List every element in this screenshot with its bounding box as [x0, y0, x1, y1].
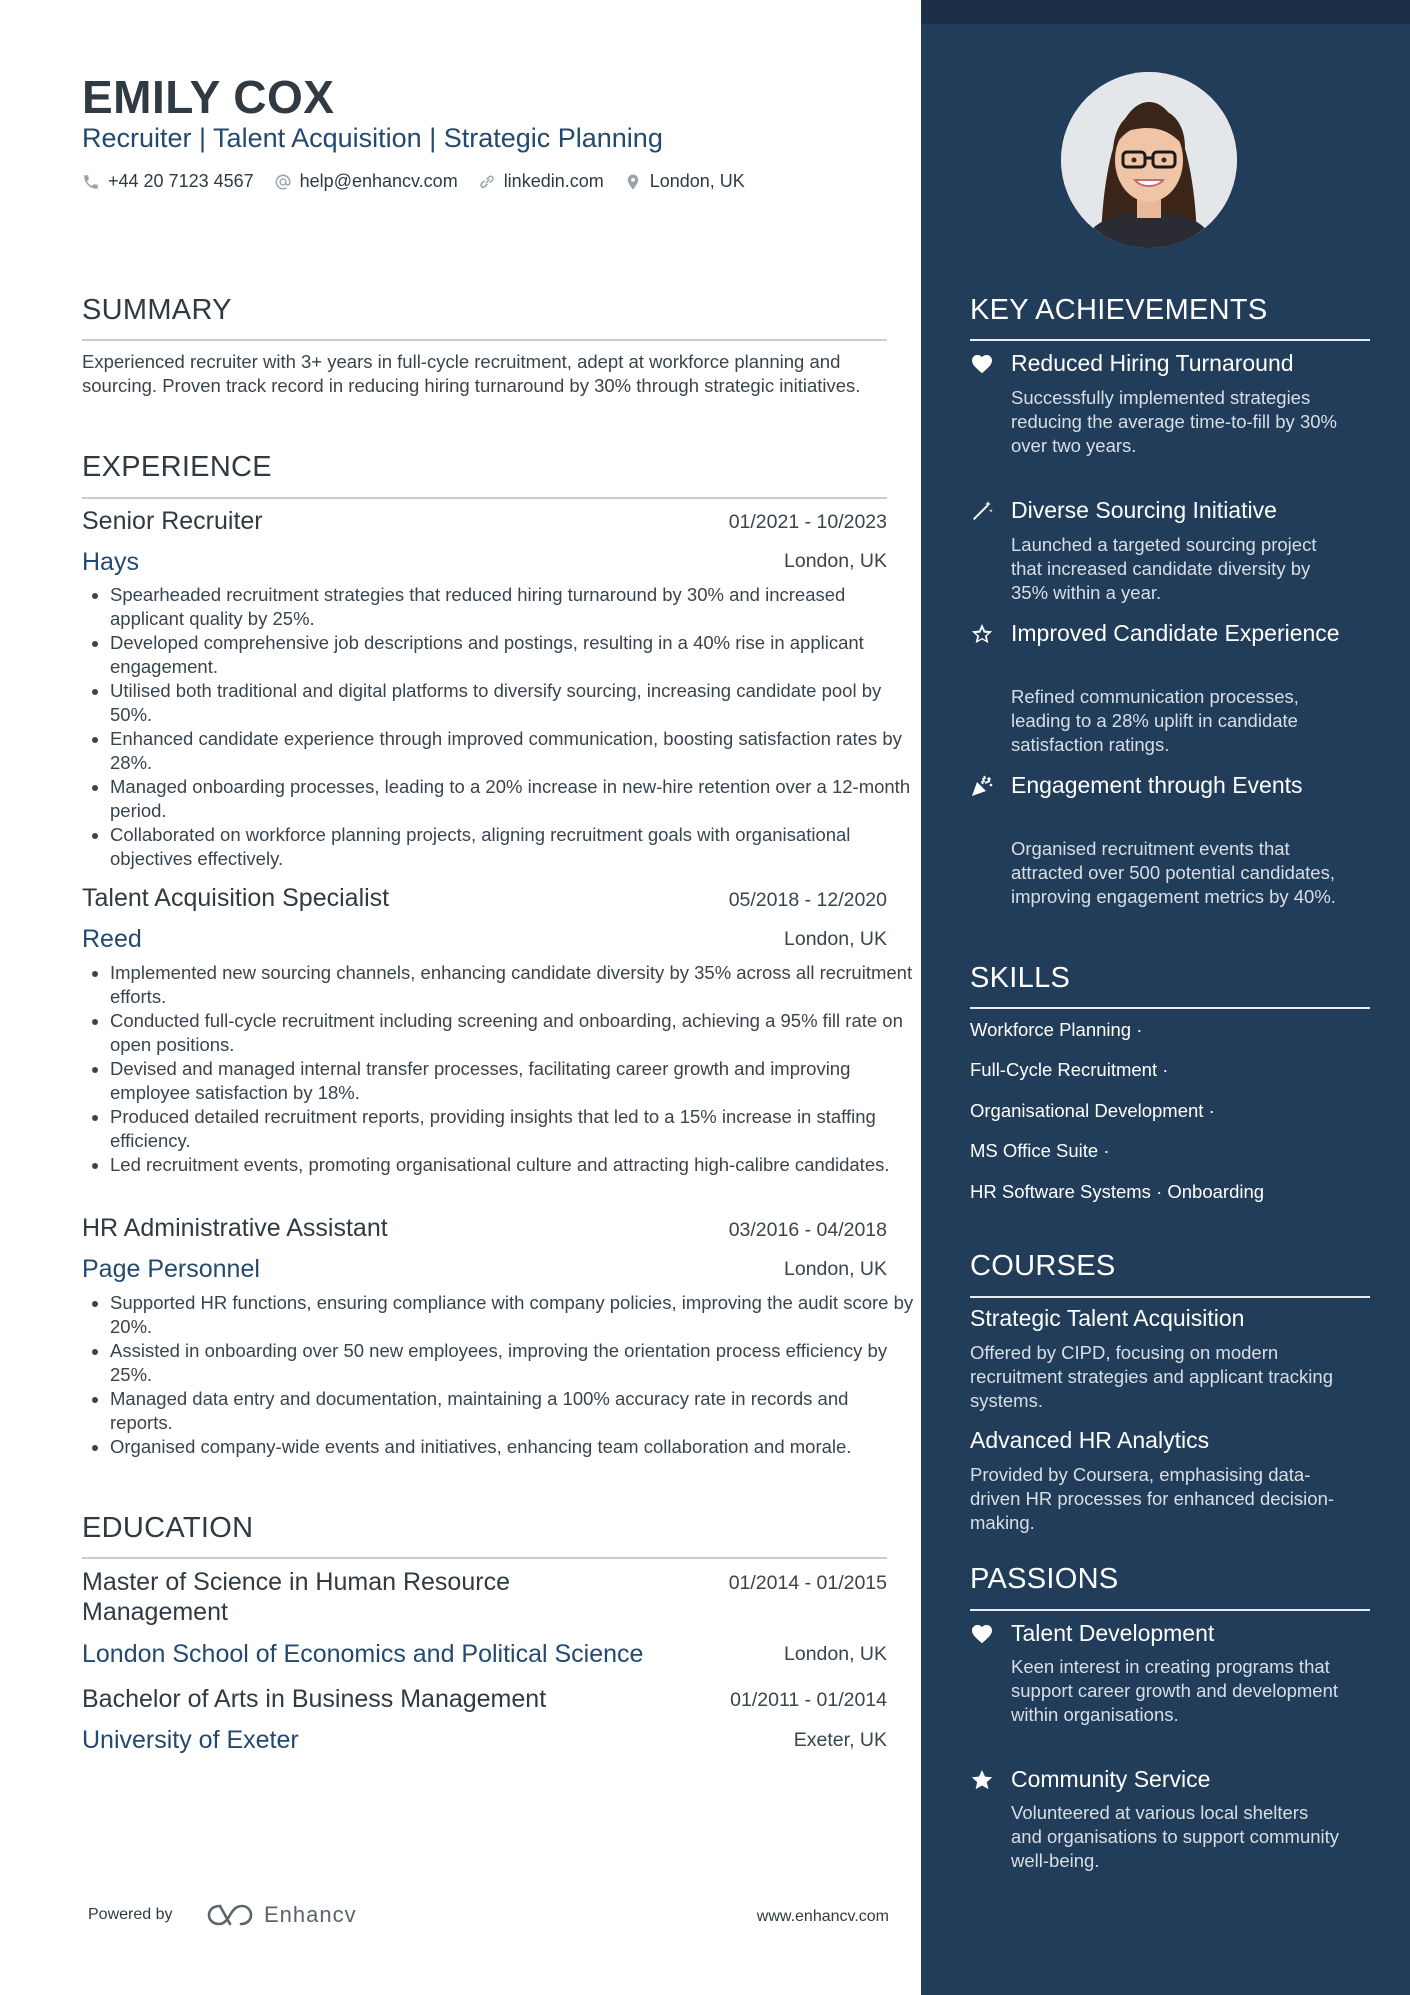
job-title: HR Administrative Assistant [82, 1214, 388, 1242]
achievement-title: Engagement through Events [1011, 772, 1303, 798]
link-icon [478, 173, 496, 191]
achievement-title: Improved Candidate Experience [1011, 620, 1340, 646]
passions-divider [970, 1609, 1370, 1611]
job-company: Hays [82, 548, 139, 576]
bullet: • Produced detailed recruitment reports, providing insights that led to a 15% increase in staffing efficiency. [110, 1105, 916, 1153]
bullet: • Collaborated on workforce planning projects, aligning recruitment goals with organisational objectives effectively. [110, 823, 916, 871]
bullet: • Developed comprehensive job descriptions and postings, resulting in a 40% rise in applicant engagement. [110, 631, 916, 679]
passion-title: Community Service [1011, 1766, 1211, 1792]
contact-location-text: London, UK [649, 171, 745, 191]
bullet: • Enhanced candidate experience through improved communication, boosting satisfaction rates by 28%. [110, 727, 916, 775]
course-title: Strategic Talent Acquisition [970, 1305, 1245, 1331]
headline: Recruiter | Talent Acquisition | Strategic Planning [82, 123, 663, 153]
courses-heading: COURSES [970, 1250, 1116, 1282]
magic-wand-icon [970, 499, 994, 523]
passion-desc: Keen interest in creating programs that support career growth and development within organisations. [1011, 1656, 1339, 1725]
experience-heading: EXPERIENCE [82, 451, 272, 483]
skill-line: Organisational Development · [970, 1100, 1215, 1121]
job-location: London, UK [784, 928, 887, 950]
contact-phone [82, 171, 254, 192]
phone-icon [82, 173, 100, 191]
passions-heading: PASSIONS [970, 1563, 1119, 1595]
heart-icon [970, 352, 994, 376]
passion-desc: Volunteered at various local shelters and organisations to support community well-being. [1011, 1802, 1340, 1871]
summary-divider [82, 339, 887, 341]
courses-divider [970, 1296, 1370, 1298]
skill-line: MS Office Suite · [970, 1140, 1110, 1161]
bullet: • Led recruitment events, promoting organisational culture and attracting high-calibre candidates. [110, 1153, 916, 1177]
bullet: • Spearheaded recruitment strategies that reduced hiring turnaround by 30% and increased applicant quality by 25%. [110, 583, 916, 631]
avatar [1061, 72, 1237, 248]
bullet: • Supported HR functions, ensuring compliance with company policies, improving the audit score by 20%. [110, 1291, 916, 1339]
achievement-desc: Organised recruitment events that attracted over 500 potential candidates, improving engagement metrics by 40%. [1011, 838, 1336, 907]
enhancv-logo-icon [206, 1902, 254, 1928]
education-dates: 01/2011 - 01/2014 [730, 1689, 887, 1711]
party-icon [970, 774, 994, 798]
achievement-desc: Successfully implemented strategies reducing the average time-to-fill by 30% over two years. [1011, 387, 1337, 456]
education-degree: Bachelor of Arts in Business Management [82, 1685, 547, 1713]
course-desc: Provided by Coursera, emphasising data-driven HR processes for enhanced decision-making. [970, 1464, 1335, 1533]
job-company: Page Personnel [82, 1255, 260, 1283]
location-pin-icon [624, 173, 642, 191]
course-desc: Offered by CIPD, focusing on modern recruitment strategies and applicant tracking systems. [970, 1342, 1333, 1411]
skill-line: Workforce Planning · [970, 1019, 1143, 1040]
summary-heading: SUMMARY [82, 294, 232, 326]
job-dates: 03/2016 - 04/2018 [728, 1219, 887, 1241]
star-icon [970, 1768, 994, 1792]
achievement-desc: Launched a targeted sourcing project that increased candidate diversity by 35% within a year. [1011, 534, 1317, 603]
education-location: Exeter, UK [793, 1729, 887, 1751]
enhancv-logo[interactable] [206, 1902, 357, 1928]
bullet: • Managed onboarding processes, leading to a 20% increase in new-hire retention over a 12-month period. [110, 775, 916, 823]
contact-email-text: help@enhancv.com [299, 171, 458, 191]
achievement-desc: Refined communication processes, leading to a 28% uplift in candidate satisfaction ratings. [1011, 686, 1299, 755]
job-bullets [82, 583, 916, 871]
at-icon [274, 173, 292, 191]
education-location: London, UK [784, 1643, 887, 1665]
bullet: • Assisted in onboarding over 50 new employees, improving the orientation process efficiency by 25%. [110, 1339, 916, 1387]
experience-divider [82, 497, 887, 499]
summary-text: Experienced recruiter with 3+ years in full-cycle recruitment, adept at workforce planning and sourcing. Proven track record in reducing hiring turnaround by 30% through strategic initiatives. [82, 351, 861, 396]
heart-icon [970, 1622, 994, 1646]
achievement-title: Reduced Hiring Turnaround [1011, 350, 1294, 376]
education-school: University of Exeter [82, 1726, 299, 1754]
course-title: Advanced HR Analytics [970, 1427, 1210, 1453]
job-bullets [82, 961, 916, 1177]
contact-phone-text: +44 20 7123 4567 [108, 171, 254, 191]
skills-heading: SKILLS [970, 962, 1071, 994]
education-school: London School of Economics and Political Science [82, 1640, 644, 1668]
bullet: • Organised company-wide events and initiatives, enhancing team collaboration and morale. [110, 1435, 916, 1459]
job-company: Reed [82, 925, 142, 953]
job-location: London, UK [784, 550, 887, 572]
achievements-heading: KEY ACHIEVEMENTS [970, 294, 1268, 326]
achievement-title: Diverse Sourcing Initiative [1011, 497, 1277, 523]
job-title: Talent Acquisition Specialist [82, 884, 390, 912]
contact-linkedin[interactable] [478, 171, 604, 192]
bullet: • Utilised both traditional and digital platforms to diversify sourcing, increasing candidate pool by 50%. [110, 679, 916, 727]
bullet: • Conducted full-cycle recruitment including screening and onboarding, achieving a 95% fill rate on open positions. [110, 1009, 916, 1057]
footer-url[interactable]: www.enhancv.com [756, 1908, 889, 1925]
passion-title: Talent Development [1011, 1620, 1215, 1646]
job-dates: 01/2021 - 10/2023 [728, 511, 887, 533]
bullet: • Implemented new sourcing channels, enhancing candidate diversity by 35% across all recruitment efforts. [110, 961, 916, 1009]
contact-email[interactable] [274, 171, 458, 192]
job-bullets [82, 1291, 916, 1459]
skills-divider [970, 1007, 1370, 1009]
candidate-name: EMILY COX [82, 71, 335, 123]
contact-row [82, 171, 745, 192]
star-outline-icon [970, 622, 994, 646]
avatar-portrait [1061, 72, 1237, 248]
bullet: • Managed data entry and documentation, maintaining a 100% accuracy rate in records and reports. [110, 1387, 916, 1435]
education-degree: Master of Science in Human Resource Management [82, 1568, 510, 1626]
skill-line: Full-Cycle Recruitment · [970, 1059, 1169, 1080]
job-dates: 05/2018 - 12/2020 [728, 889, 887, 911]
enhancv-logo-text: Enhancv [264, 1902, 357, 1927]
powered-by-label: Powered by [88, 1906, 173, 1923]
job-location: London, UK [784, 1258, 887, 1280]
achievements-divider [970, 339, 1370, 341]
bullet: • Devised and managed internal transfer processes, facilitating career growth and improving employee satisfaction by 18%. [110, 1057, 916, 1105]
education-dates: 01/2014 - 01/2015 [728, 1572, 887, 1594]
contact-location [624, 171, 745, 192]
education-divider [82, 1557, 887, 1559]
skill-line: HR Software Systems · Onboarding [970, 1181, 1265, 1202]
education-heading: EDUCATION [82, 1512, 254, 1544]
sidebar [921, 0, 1410, 1995]
contact-linkedin-text: linkedin.com [503, 171, 604, 191]
job-title: Senior Recruiter [82, 507, 263, 535]
sidebar-top-band [921, 0, 1410, 24]
